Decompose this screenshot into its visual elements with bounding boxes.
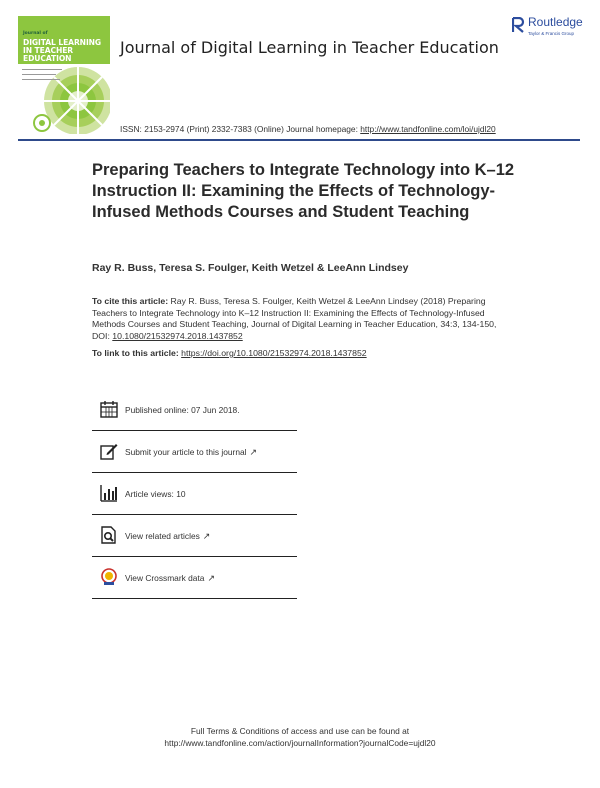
external-link-icon: ↗ (202, 531, 211, 541)
submit-article-row[interactable] (92, 430, 297, 473)
published-online-text: Published online: 07 Jun 2018. (125, 405, 240, 415)
article-title: Preparing Teachers to Integrate Technology into K–12 Instruction II: Examining the Effects of Technology-Infused Methods Courses and Student Teaching (92, 161, 515, 221)
crossmark-icon (100, 568, 118, 586)
journal-homepage-link[interactable]: http://www.tandfonline.com/loi/ujdl20 (360, 124, 496, 134)
submit-article-link[interactable]: Submit your article to this journal ↗ (125, 447, 258, 457)
cover-art-graphic (18, 61, 110, 134)
terms-footer (0, 726, 600, 749)
article-authors: Ray R. Buss, Teresa S. Foulger, Keith Wetzel & LeeAnn Lindsey (92, 262, 409, 274)
publisher-name: Routledge (528, 15, 583, 29)
article-views-row (92, 472, 297, 515)
related-articles-row[interactable] (92, 514, 297, 557)
terms-url[interactable]: http://www.tandfonline.com/action/journalInformation?journalCode=ujdl20 (164, 737, 436, 748)
external-link-icon: ↗ (249, 447, 258, 457)
terms-line-1: Full Terms & Conditions of access and use can be found at (190, 726, 410, 736)
edit-icon (100, 442, 118, 460)
article-doi-link[interactable]: https://doi.org/10.1080/21532974.2018.1437852 (181, 348, 367, 358)
journal-title: Journal of Digital Learning in Teacher Education (120, 38, 499, 57)
related-articles-link[interactable]: View related articles ↗ (125, 531, 211, 541)
cover-small-label: Journal of (23, 31, 48, 36)
article-link-line (92, 348, 367, 358)
issn-line (120, 124, 496, 134)
citation-text: Ray R. Buss, Teresa S. Foulger, Keith Wetzel & LeeAnn Lindsey (2018) Preparing Teachers to Integrate Technology into K–12 Instruction II: Examining the Effects of Technology-Infused Methods Courses and Student Teaching, Journal of Digital Learning in Teacher Education, 34:3, 134-150, DOI: (92, 296, 497, 341)
external-link-icon: ↗ (207, 573, 215, 583)
publisher-tagline: Taylor & Francis Group (528, 31, 575, 36)
journal-cover (18, 16, 110, 134)
crossmark-row[interactable] (92, 556, 297, 599)
bar-chart-icon (100, 484, 118, 502)
cover-title: DIGITAL LEARNING IN TEACHER EDUCATION (23, 38, 102, 63)
routledge-logo-icon (512, 17, 525, 33)
citation-label: To cite this article: (92, 296, 171, 306)
citation-doi-link[interactable]: 10.1080/21532974.2018.1437852 (112, 330, 243, 341)
published-online-row (92, 388, 297, 431)
link-label: To link to this article: (92, 348, 182, 358)
search-document-icon (100, 526, 118, 544)
crossmark-link[interactable]: View Crossmark data ↗ (125, 573, 215, 583)
calendar-icon (100, 400, 118, 418)
header-divider (18, 139, 580, 141)
citation-block (92, 296, 512, 342)
issn-text: ISSN: 2153-2974 (Print) 2332-7383 (Online) Journal homepage: (120, 124, 361, 134)
article-views-text: Article views: 10 (125, 489, 186, 499)
